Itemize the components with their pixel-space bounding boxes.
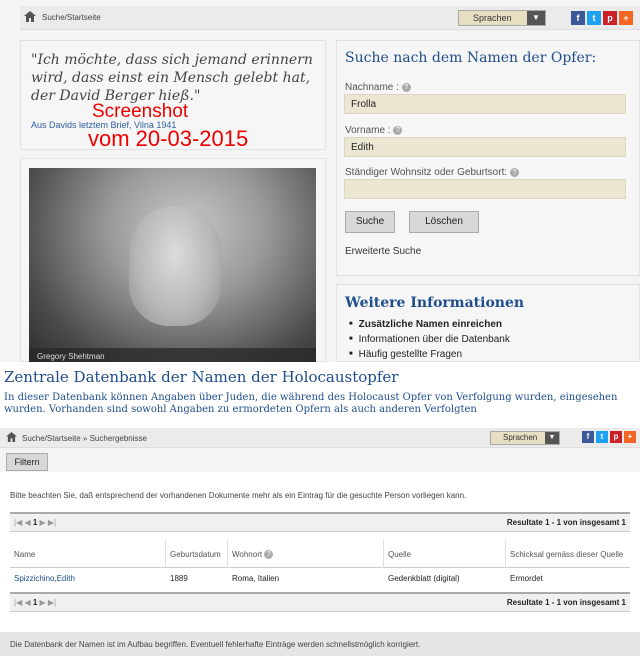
top-breadcrumb-bar [20, 6, 640, 30]
results-screenshot [0, 424, 640, 672]
home-icon[interactable] [6, 432, 17, 445]
column-fate[interactable]: Schicksal gemäss dieser Quelle [510, 549, 624, 559]
pager-nav[interactable]: |◀ ◀ 1 ▶ ▶| [14, 598, 57, 607]
footer [0, 632, 640, 656]
table-row [10, 568, 630, 590]
place-label-text: Ständiger Wohnsitz oder Geburtsort: [345, 167, 508, 178]
facebook-icon[interactable]: f [571, 11, 585, 25]
place-input[interactable] [344, 179, 626, 199]
plus-icon[interactable]: + [619, 11, 633, 25]
result-residence: Roma, Italien [232, 574, 280, 583]
info-item-faq[interactable]: ■ Häufig gestellte Fragen [349, 347, 510, 362]
photo-face [129, 206, 221, 326]
result-count: Resultate 1 - 1 von insgesamt 1 [506, 598, 626, 607]
pinterest-icon[interactable]: p [610, 431, 622, 443]
page-title: Zentrale Datenbank der Namen der Holocaustopfer [4, 368, 399, 386]
home-icon[interactable] [24, 11, 36, 25]
pager-bottom [10, 592, 630, 612]
pager-nav[interactable]: |◀ ◀ 1 ▶ ▶| [14, 518, 57, 527]
language-label: Sprachen [473, 13, 512, 23]
photo-caption-bar [29, 348, 316, 362]
firstname-label [345, 125, 402, 136]
column-birth[interactable]: Geburtsdatum [166, 540, 228, 568]
language-label: Sprachen [503, 433, 538, 442]
child-photo [29, 168, 316, 362]
footer-text: Die Datenbank der Namen ist im Aufbau begriffen. Eventuell fehlerhafte Einträge werden schnellstmöglich korrigiert. [10, 640, 421, 649]
pager-top [10, 512, 630, 532]
breadcrumb[interactable]: Suche/Startseite » Suchergebnisse [22, 434, 147, 443]
firstname-input[interactable]: Edith [344, 137, 626, 157]
result-count: Resultate 1 - 1 von insgesamt 1 [506, 518, 626, 527]
photo-caption: Gregory Shehtman [37, 352, 105, 361]
table-header [10, 540, 630, 568]
info-item-about[interactable]: ■ Informationen über die Datenbank [349, 332, 510, 347]
social-share [582, 431, 636, 443]
plus-icon[interactable]: + [624, 431, 636, 443]
place-label [345, 167, 519, 178]
twitter-icon[interactable]: t [587, 11, 601, 25]
help-icon[interactable]: ? [264, 550, 273, 559]
info-title: Weitere Informationen [345, 295, 525, 311]
result-source: Gedenkblatt (digital) [388, 574, 460, 583]
column-name[interactable]: Name [10, 540, 166, 568]
screenshot-overlay-label: Screenshot [92, 101, 189, 122]
page-description: In dieser Datenbank können Angaben über Juden, die während des Holocaust Opfer von Verfolgung wurden, eingesehen wurden. Vorhanden sind sowohl Angaben zu ermordeten Opfern als auch anderen Verfolgten [4, 392, 618, 415]
results-table [10, 540, 630, 590]
result-name-link[interactable]: Spizzichino,Edith [14, 574, 75, 583]
column-residence-label: Wohnort [232, 549, 263, 559]
column-residence[interactable] [228, 540, 384, 568]
search-button[interactable]: Suche [345, 211, 395, 233]
results-note: Bitte beachten Sie, daß entsprechend der vorhandenen Dokumente mehr als ein Eintrag für die gesuchte Person vorliegen kann. [10, 491, 467, 500]
column-source[interactable]: Quelle [384, 540, 506, 568]
advanced-search-link[interactable]: Erweiterte Suche [345, 246, 422, 257]
info-item-submit[interactable]: ■ Zusätzliche Namen einreichen [349, 317, 510, 332]
help-icon[interactable]: ? [393, 126, 402, 135]
help-icon[interactable]: ? [510, 168, 519, 177]
search-panel [336, 40, 640, 276]
pager-page: 1 [32, 518, 38, 527]
chevron-down-icon: ▼ [545, 432, 559, 444]
language-select[interactable] [458, 10, 546, 26]
quote-text: "Ich möchte, dass sich jemand erinnern wird, dass einst ein Mensch gelebt hat, der David Berger hieß." [31, 52, 313, 104]
twitter-icon[interactable]: t [596, 431, 608, 443]
pinterest-icon[interactable]: p [603, 11, 617, 25]
info-list [349, 317, 510, 362]
quote-source: Aus Davids letztem Brief, Vilna 1941 [31, 120, 177, 130]
info-panel [336, 284, 640, 362]
filter-button[interactable]: Filtern [6, 453, 48, 471]
firstname-label-text: Vorname : [345, 125, 391, 136]
lastname-label-text: Nachname : [345, 82, 399, 93]
breadcrumb[interactable]: Suche/Startseite [42, 13, 101, 22]
facebook-icon[interactable]: f [582, 431, 594, 443]
language-select[interactable] [490, 431, 560, 445]
photo-panel [20, 158, 326, 362]
lastname-label [345, 82, 411, 93]
chevron-down-icon: ▼ [527, 11, 545, 25]
filter-row [0, 448, 640, 472]
results-breadcrumb-bar [0, 428, 640, 448]
result-birth: 1889 [170, 574, 188, 583]
social-share [571, 11, 633, 25]
screenshot-overlay-date: vom 20-03-2015 [88, 126, 249, 151]
help-icon[interactable]: ? [402, 83, 411, 92]
search-title: Suche nach dem Namen der Opfer: [345, 50, 597, 66]
pager-page: 1 [32, 598, 38, 607]
lastname-input[interactable]: Frolla [344, 94, 626, 114]
clear-button[interactable]: Löschen [409, 211, 479, 233]
result-fate: Ermordet [510, 574, 543, 583]
